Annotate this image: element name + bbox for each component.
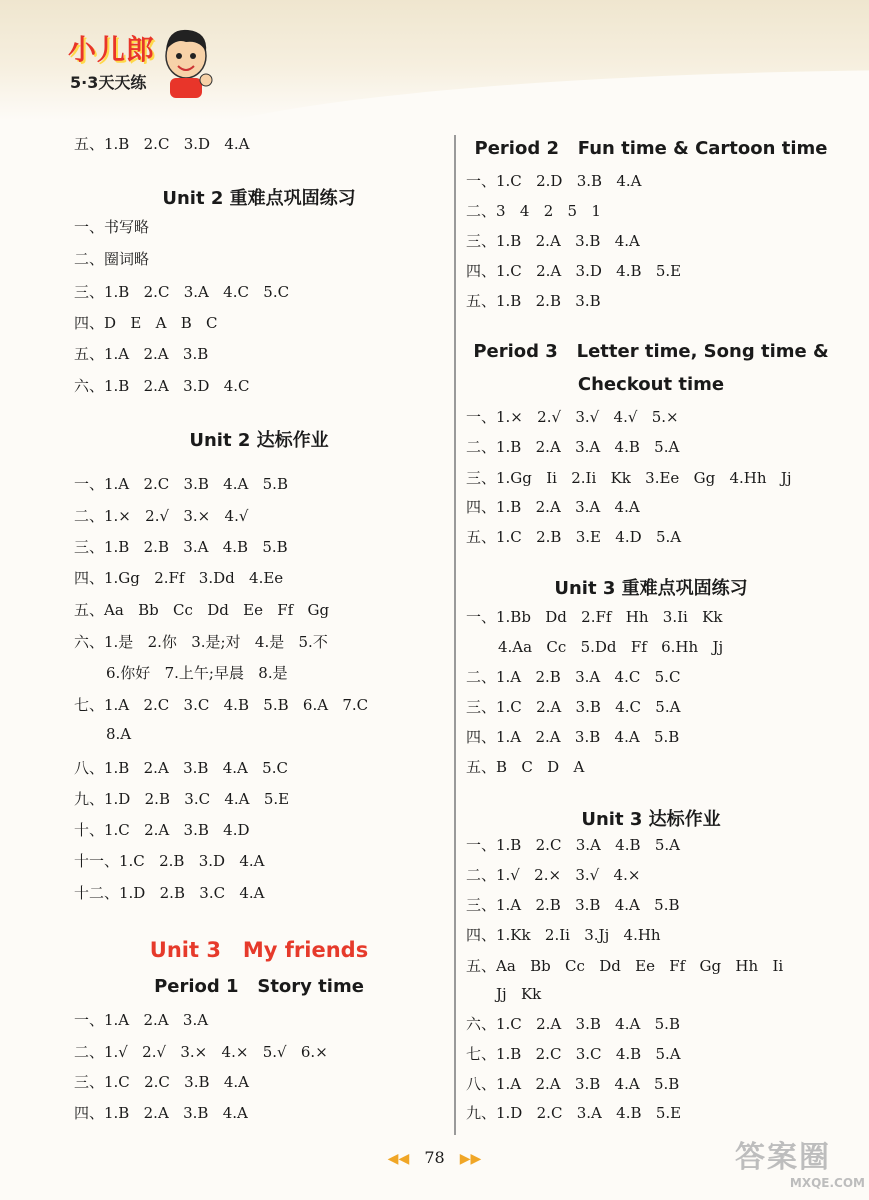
answer-line: 四、1.B 2.A 3.B 4.A — [74, 1104, 248, 1122]
answer-line: 八、1.B 2.A 3.B 4.A 5.C — [74, 759, 288, 777]
section-heading: Checkout time — [577, 374, 725, 395]
page-number: 78 — [424, 1148, 445, 1167]
answer-line: 十、1.C 2.A 3.B 4.D — [74, 821, 250, 839]
answer-line: 8.A — [106, 725, 132, 743]
answer-line: 6.你好 7.上午;早晨 8.是 — [106, 664, 288, 682]
answer-line: 三、1.C 2.A 3.B 4.C 5.A — [466, 698, 681, 716]
answer-line: 五、Aa Bb Cc Dd Ee Ff Gg — [74, 601, 330, 619]
answer-line: 七、1.A 2.C 3.C 4.B 5.B 6.A 7.C — [74, 696, 369, 714]
answer-line: 十二、1.D 2.B 3.C 4.A — [74, 884, 265, 902]
section-heading: Period 1 Story time — [154, 976, 364, 997]
brand-subtitle: 5·3天天练 — [70, 73, 147, 92]
mascot-boy-icon — [156, 22, 216, 100]
brand-title: 小儿郎 — [68, 33, 156, 66]
watermark-url: MXQE.COM — [789, 1176, 865, 1190]
answer-line: 四、D E A B C — [74, 314, 218, 332]
answer-line: 五、B C D A — [466, 758, 585, 776]
answer-line: 三、1.Gg Ii 2.Ii Kk 3.Ee Gg 4.Hh Jj — [466, 469, 792, 487]
answer-line: 一、1.A 2.A 3.A — [74, 1011, 209, 1029]
answer-line: 七、1.B 2.C 3.C 4.B 5.A — [466, 1045, 681, 1063]
answer-line: 4.Aa Cc 5.Dd Ff 6.Hh Jj — [498, 638, 724, 656]
answer-line: 一、1.B 2.C 3.A 4.B 5.A — [466, 836, 680, 854]
answer-line: 四、1.A 2.A 3.B 4.A 5.B — [466, 728, 680, 746]
prev-arrows-icon: ◀◀ — [387, 1151, 410, 1167]
unit-heading: Unit 3 My friends — [149, 938, 369, 962]
section-heading: Unit 3 达标作业 — [581, 809, 721, 830]
answer-line: 二、3 4 2 5 1 — [466, 202, 601, 220]
answer-line: 八、1.A 2.A 3.B 4.A 5.B — [466, 1075, 680, 1093]
answer-line: 十一、1.C 2.B 3.D 4.A — [74, 852, 265, 870]
answer-line: 一、书写略 — [74, 218, 150, 236]
next-arrows-icon: ▶▶ — [459, 1151, 482, 1167]
answer-line: 一、1.A 2.C 3.B 4.A 5.B — [74, 475, 288, 493]
answer-line: Jj Kk — [496, 985, 542, 1003]
answer-line: 三、1.A 2.B 3.B 4.A 5.B — [466, 896, 680, 914]
answer-line: 一、1.× 2.√ 3.√ 4.√ 5.× — [466, 408, 679, 426]
answer-line: 一、1.C 2.D 3.B 4.A — [466, 172, 642, 190]
answer-line: 二、1.× 2.√ 3.× 4.√ — [74, 507, 249, 525]
answer-line: 四、1.B 2.A 3.A 4.A — [466, 498, 640, 516]
answer-line: 四、1.Kk 2.Ii 3.Jj 4.Hh — [466, 926, 661, 944]
answer-line: 四、1.Gg 2.Ff 3.Dd 4.Ee — [74, 569, 284, 587]
column-divider — [454, 135, 456, 1135]
brand-logo — [68, 28, 218, 98]
answer-line: 六、1.是 2.你 3.是;对 4.是 5.不 — [74, 633, 328, 651]
answer-line: 五、1.B 2.B 3.B — [466, 292, 601, 310]
answer-line: 二、圈词略 — [74, 250, 150, 268]
answer-line: 五、1.B 2.C 3.D 4.A — [74, 135, 250, 153]
answer-line: 五、1.C 2.B 3.E 4.D 5.A — [466, 528, 682, 546]
answer-line: 二、1.B 2.A 3.A 4.B 5.A — [466, 438, 680, 456]
section-heading: Unit 3 重难点巩固练习 — [554, 578, 748, 599]
answer-line: 四、1.C 2.A 3.D 4.B 5.E — [466, 262, 682, 280]
watermark — [735, 1132, 865, 1192]
answer-line: 九、1.D 2.C 3.A 4.B 5.E — [466, 1104, 682, 1122]
answer-line: 三、1.B 2.B 3.A 4.B 5.B — [74, 538, 288, 556]
answer-line: 五、1.A 2.A 3.B — [74, 345, 209, 363]
section-heading: Period 2 Fun time & Cartoon time — [474, 138, 828, 159]
answer-line: 二、1.A 2.B 3.A 4.C 5.C — [466, 668, 681, 686]
section-heading: Period 3 Letter time, Song time & — [473, 341, 829, 362]
answer-line: 三、1.C 2.C 3.B 4.A — [74, 1073, 249, 1091]
answer-line: 六、1.C 2.A 3.B 4.A 5.B — [466, 1015, 680, 1033]
answer-line: 九、1.D 2.B 3.C 4.A 5.E — [74, 790, 290, 808]
answer-line: 六、1.B 2.A 3.D 4.C — [74, 377, 250, 395]
section-heading: Unit 2 重难点巩固练习 — [162, 188, 356, 209]
answer-line: 三、1.B 2.A 3.B 4.A — [466, 232, 640, 250]
section-heading: Unit 2 达标作业 — [189, 430, 329, 451]
answer-line: 五、Aa Bb Cc Dd Ee Ff Gg Hh Ii — [466, 957, 784, 975]
answer-line: 三、1.B 2.C 3.A 4.C 5.C — [74, 283, 290, 301]
answer-line: 二、1.√ 2.× 3.√ 4.× — [466, 866, 641, 884]
answer-line: 二、1.√ 2.√ 3.× 4.× 5.√ 6.× — [74, 1043, 328, 1061]
answer-line: 一、1.Bb Dd 2.Ff Hh 3.Ii Kk — [466, 608, 723, 626]
watermark-main: 答案圈 — [735, 1140, 831, 1175]
